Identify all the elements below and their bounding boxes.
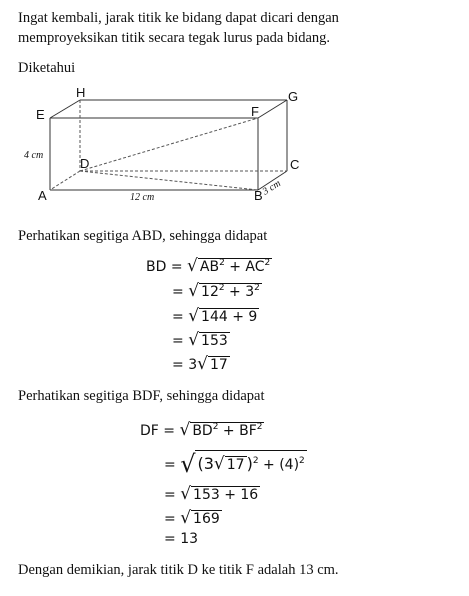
- vertex-c-label: C: [290, 157, 300, 172]
- bd-step-5: = 3√ 17: [172, 354, 228, 374]
- bd-step-1: BD = √ $AB^2 + AC^2$: [146, 256, 271, 276]
- df-step-4: = √ 169: [164, 508, 220, 528]
- intro-line-2: memproyeksikan titik secara tegak lurus pada bidang.: [18, 30, 331, 46]
- diagonal-db: [80, 171, 258, 190]
- vertex-h-label: H: [76, 85, 86, 100]
- bd-lhs: BD: [146, 259, 167, 275]
- vertex-a-label: A: [38, 188, 47, 203]
- df-step-3: = √ 153 + 16: [164, 484, 259, 504]
- known-heading: Diketahui: [18, 60, 76, 76]
- vertex-f-label: F: [251, 104, 259, 119]
- df-step-5: = 13: [164, 531, 199, 547]
- edge-eh: [50, 100, 80, 118]
- vertex-e-label: E: [36, 107, 45, 122]
- df-step-1: DF = √ $BD^2 + BF^2$: [140, 420, 263, 440]
- intro-line-1: Ingat kembali, jarak titik ke bidang dapat dicari dengan: [18, 10, 339, 26]
- bd-step-2: = √ $12^2 + 3^2$: [172, 281, 260, 301]
- edge-fg: [258, 100, 287, 118]
- width-dimension: 3 cm: [260, 178, 283, 198]
- edge-da: [50, 171, 80, 190]
- length-dimension: 12 cm: [130, 192, 155, 203]
- diagonal-df: [80, 118, 258, 171]
- cuboid-figure: [0, 0, 469, 215]
- vertex-b-label: B: [254, 188, 263, 203]
- vertex-d-label: D: [80, 156, 90, 171]
- bd-step-3: = √ 144 + 9: [172, 306, 258, 326]
- bd-step-4: = √ 153: [172, 330, 228, 350]
- triangle-bdf-heading: Perhatikan segitiga BDF, sehingga didapat: [18, 388, 265, 404]
- triangle-abd-heading: Perhatikan segitiga ABD, sehingga didapat: [18, 228, 268, 244]
- height-dimension: 4 cm: [24, 150, 44, 161]
- df-step-2: = √ (3√ 17 )$^2 + (4)^2$: [164, 450, 305, 478]
- vertex-g-label: G: [288, 89, 299, 104]
- conclusion: Dengan demikian, jarak titik D ke titik F adalah 13 cm.: [18, 562, 339, 578]
- df-lhs: DF: [140, 423, 159, 439]
